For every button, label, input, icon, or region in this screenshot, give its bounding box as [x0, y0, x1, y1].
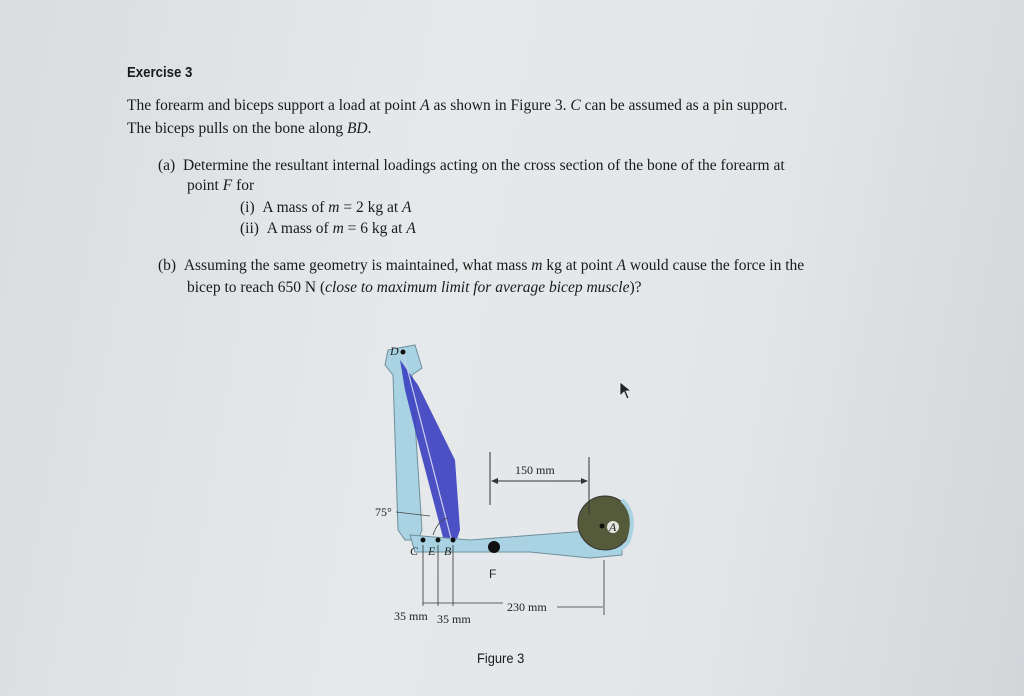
part-b-line-2 [187, 279, 642, 297]
text: Determine the resultant internal loadings acting on the cross section of the bone of the forearm at [182, 157, 785, 174]
figure-3-arm-diagram [360, 330, 660, 640]
dim-150-label: 150 mm [515, 463, 555, 477]
text: m [332, 220, 344, 237]
text: . [367, 120, 372, 137]
part-a-item-ii [240, 220, 416, 238]
part-a-item-i [240, 199, 412, 217]
point-b [451, 538, 456, 543]
figure-caption: Figure 3 [477, 650, 525, 666]
angle-label: 75° [375, 505, 392, 519]
text: Assuming the same geometry is maintained, what mass [183, 257, 532, 274]
text: would cause the force in the [625, 257, 805, 274]
label-e: E [428, 544, 436, 558]
text: = 6 kg at [343, 220, 407, 237]
label-c: C [410, 544, 419, 558]
intro-line-2 [127, 120, 372, 138]
text: A mass of [262, 199, 329, 216]
text: A [420, 97, 430, 114]
text: A [616, 257, 626, 274]
mouse-cursor-icon [619, 381, 633, 401]
text: A mass of [266, 220, 333, 237]
label-b: B [444, 544, 452, 558]
text: F [222, 177, 233, 194]
dim-230-label: 230 mm [507, 600, 547, 614]
part-a-line-1 [158, 157, 785, 175]
text: = 2 kg at [339, 199, 403, 216]
point-a [600, 524, 605, 529]
marker: (b) [158, 257, 177, 274]
point-d [401, 350, 406, 355]
text: kg at point [542, 257, 617, 274]
text: can be assumed as a pin support. [580, 97, 788, 114]
text: A [402, 199, 412, 216]
marker: (i) [240, 199, 255, 216]
label-f: F [489, 567, 497, 581]
text: bicep to reach 650 N ( [187, 279, 326, 296]
dim-35-label: 35 mm [394, 609, 428, 623]
text: )? [629, 279, 642, 296]
text: m [328, 199, 340, 216]
intro-line-1 [127, 97, 787, 115]
text: for [232, 177, 255, 194]
text: as shown in Figure 3. [429, 97, 571, 114]
exercise-title: Exercise 3 [127, 64, 193, 81]
marker: (a) [158, 157, 176, 174]
text: C [570, 97, 581, 114]
point-c [421, 538, 426, 543]
part-b-line-1 [158, 257, 804, 275]
dim-35-label: 35 mm [437, 612, 471, 626]
text: The biceps pulls on the bone along [127, 120, 347, 137]
text: point [187, 177, 223, 194]
text: A [406, 220, 416, 237]
text: The forearm and biceps support a load at point [127, 97, 421, 114]
text: m [531, 257, 543, 274]
point-f [488, 541, 500, 553]
text: BD [346, 120, 368, 137]
part-a-line-2 [187, 177, 254, 195]
text: close to maximum limit for average bicep muscle [325, 279, 630, 296]
label-a: A [609, 520, 617, 534]
label-d: D [390, 344, 399, 358]
marker: (ii) [240, 220, 259, 237]
point-e [436, 538, 441, 543]
